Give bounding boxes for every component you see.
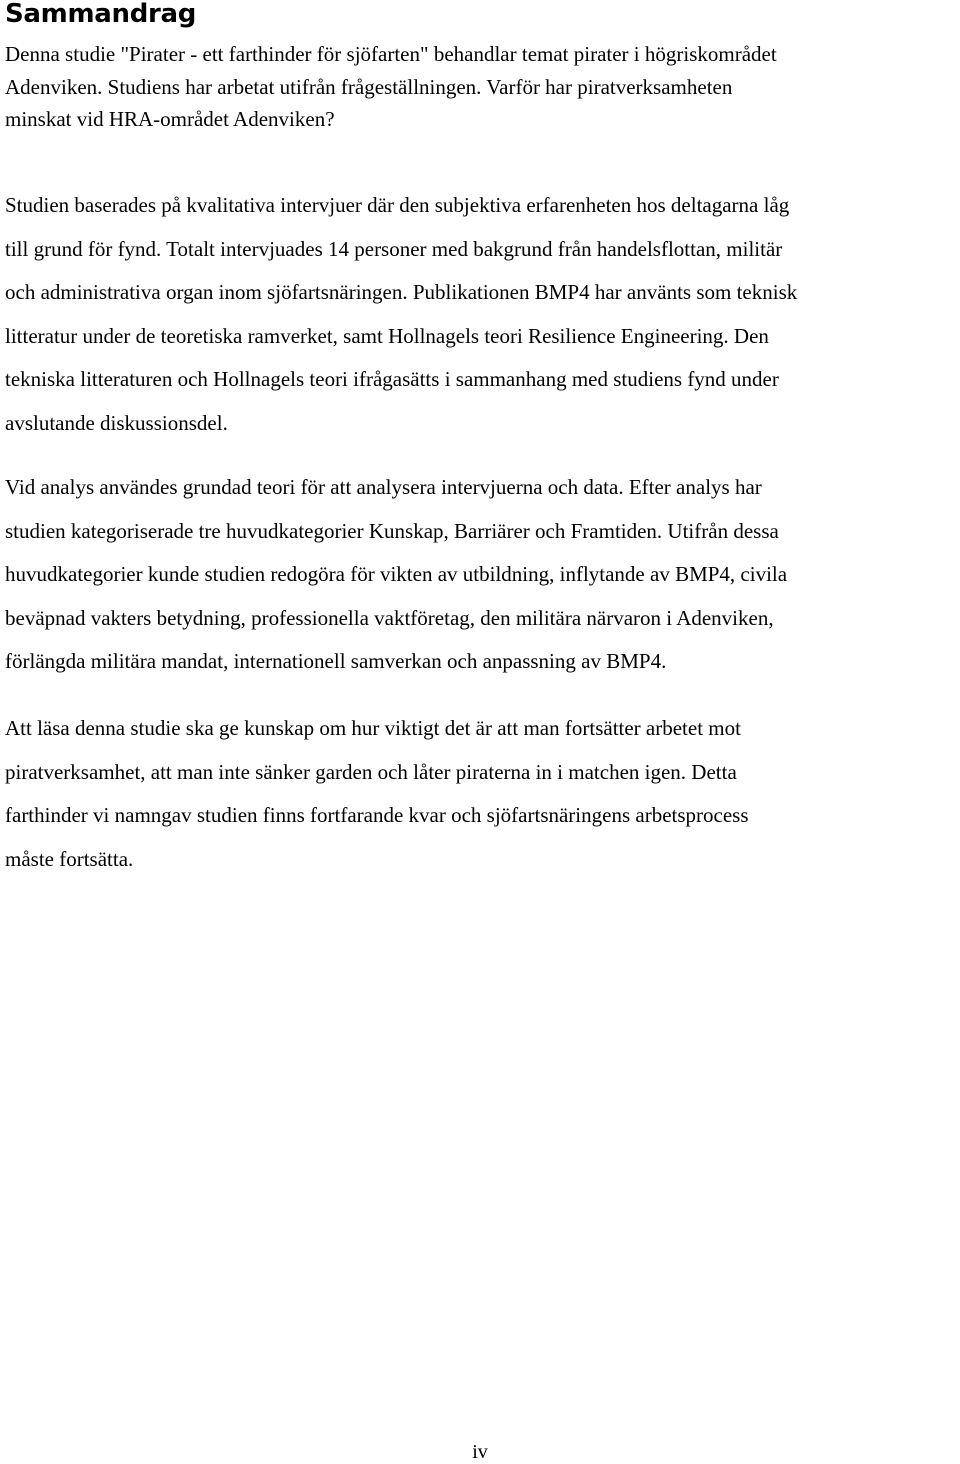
text-line: och administrativa organ inom sjöfartsnäringen. Publikationen BMP4 har använts som teknisk <box>5 280 798 304</box>
paragraph-conclusion <box>5 707 960 881</box>
text-line: Adenviken. Studiens har arbetat utifrån frågeställningen. Varför har piratverksamheten <box>5 74 733 99</box>
text-line: piratverksamhet, att man inte sänker garden och låter piraterna in i matchen igen. Detta <box>5 759 737 784</box>
paragraph-intro <box>5 38 960 136</box>
text-line: Vid analys användes grundad teori för att analysera intervjuerna och data. Efter analys har <box>5 475 762 499</box>
text-line: Studien baserades på kvalitativa intervjuer där den subjektiva erfarenheten hos deltagarna låg <box>5 193 790 217</box>
text-line: farthinder vi namngav studien finns fortfarande kvar och sjöfartsnäringens arbetsprocess <box>5 803 749 827</box>
section-heading: Sammandrag <box>5 0 197 29</box>
text-line: till grund för fynd. Totalt intervjuades 14 personer med bakgrund från handelsflottan, militär <box>5 236 783 261</box>
text-line: Att läsa denna studie ska ge kunskap om hur viktigt det är att man fortsätter arbetet mot <box>5 716 741 740</box>
paragraph-analysis <box>5 466 960 684</box>
text-line: huvudkategorier kunde studien redogöra för vikten av utbildning, inflytande av BMP4, civila <box>5 562 788 586</box>
text-line: måste fortsätta. <box>5 846 134 871</box>
text-line: beväpnad vakters betydning, professionella vaktföretag, den militära närvaron i Adenviken, <box>5 605 774 630</box>
text-line: avslutande diskussionsdel. <box>5 410 228 435</box>
text-line: minskat vid HRA-området Adenviken? <box>5 107 335 131</box>
text-line: litteratur under de teoretiska ramverket, samt Hollnagels teori Resilience Engineering. Den <box>5 323 769 348</box>
page-number: iv <box>472 1441 488 1463</box>
text-line: Denna studie "Pirater - ett farthinder för sjöfarten" behandlar temat pirater i högriskområdet <box>5 42 777 66</box>
text-line: förlängda militära mandat, internationell samverkan och anpassning av BMP4. <box>5 649 667 673</box>
text-line: tekniska litteraturen och Hollnagels teori ifrågasätts i sammanhang med studiens fynd under <box>5 367 779 391</box>
paragraph-method <box>5 184 960 445</box>
text-line: studien kategoriserade tre huvudkategorier Kunskap, Barriärer och Framtiden. Utifrån dessa <box>5 518 779 543</box>
